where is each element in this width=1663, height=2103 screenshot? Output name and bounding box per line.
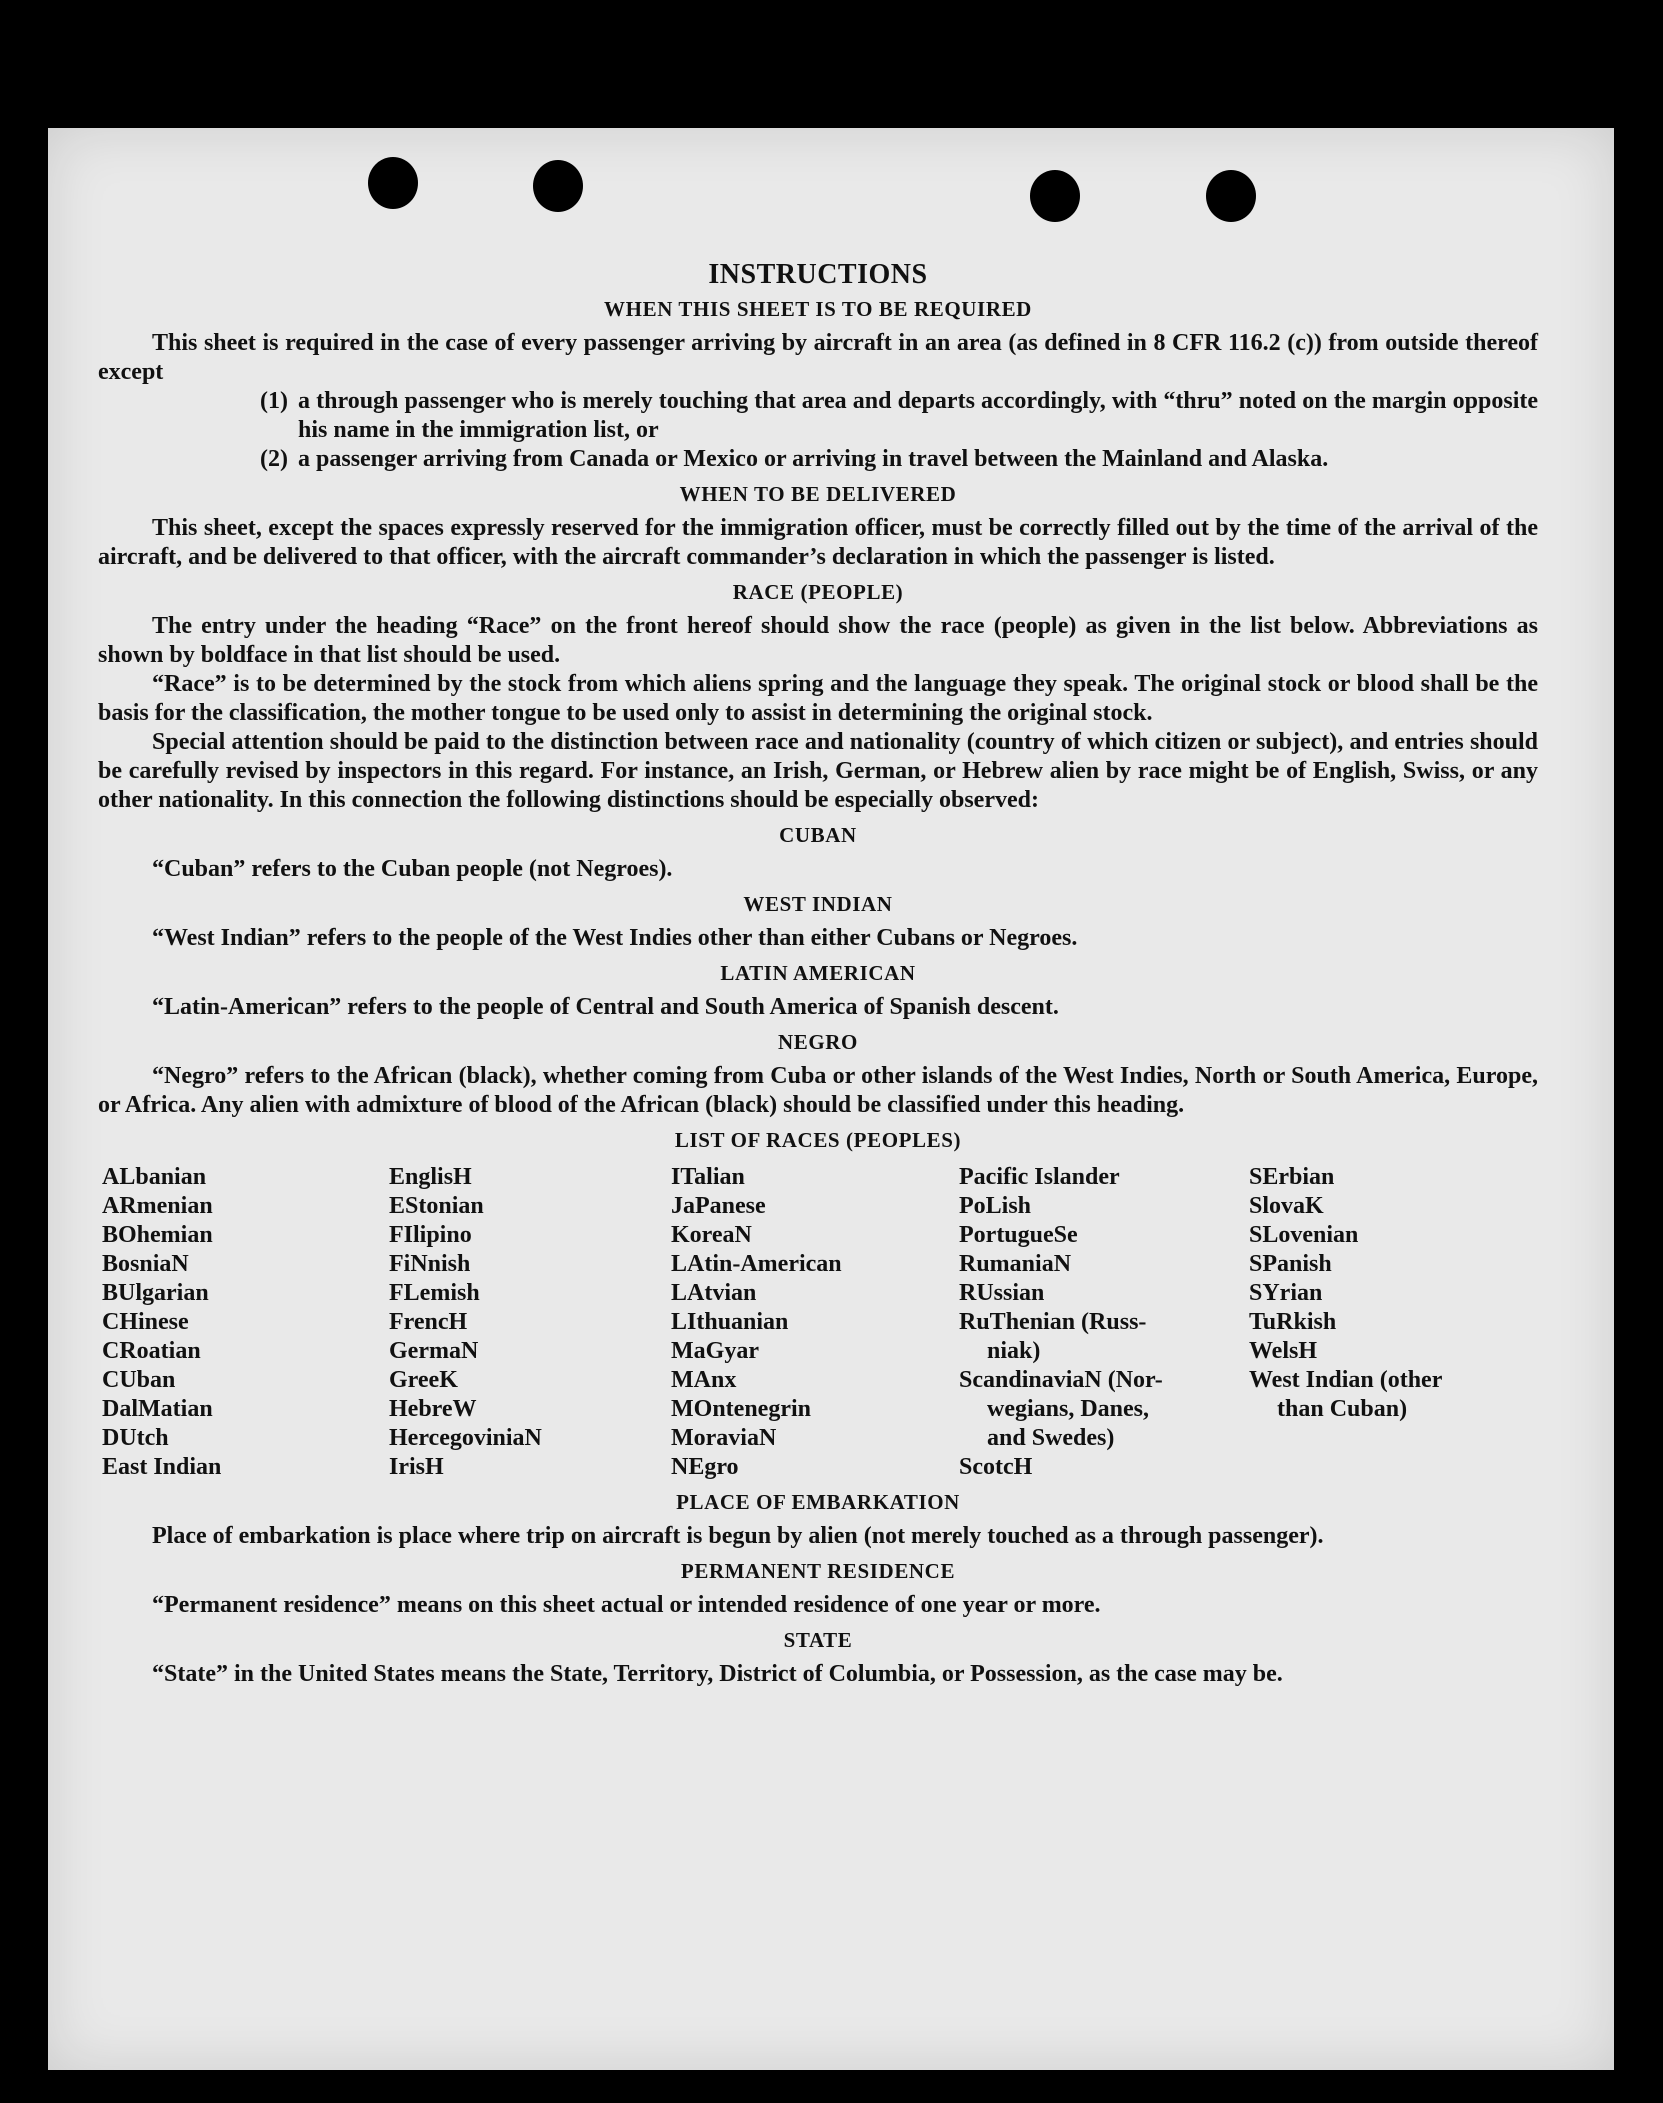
race-item: LAtvian: [671, 1280, 757, 1306]
race-item: FLemish: [389, 1280, 480, 1306]
required-intro: This sheet is required in the case of every passenger arriving by aircraft in an area (as defined in 8 CFR 116.2 (c)) from outside thereof except: [98, 330, 1538, 385]
race-item: RUssian: [959, 1280, 1045, 1306]
race-item: SPanish: [1249, 1251, 1332, 1277]
punch-hole: [1206, 170, 1256, 222]
state-text: “State” in the United States means the State, Territory, District of Columbia, or Possession, as the case may be.: [152, 1661, 1283, 1687]
race-item: ALbanian: [102, 1164, 207, 1190]
race-item: IrisH: [389, 1454, 444, 1480]
race-item: wegians, Danes,: [987, 1396, 1150, 1422]
section-heading-required: WHEN THIS SHEET IS TO BE REQUIRED: [604, 297, 1032, 321]
race-item: SlovaK: [1249, 1193, 1324, 1219]
race-item: PoLish: [959, 1193, 1032, 1219]
race-item: RumaniaN: [959, 1251, 1072, 1277]
race-item: FrencH: [389, 1309, 468, 1335]
race-item: West Indian (other: [1249, 1367, 1443, 1393]
race-item: WelsH: [1249, 1338, 1318, 1364]
race-item: HebreW: [389, 1396, 477, 1422]
punch-hole: [533, 160, 583, 212]
instructions-body: [98, 256, 1538, 1689]
race-item: TuRkish: [1249, 1309, 1337, 1335]
section-heading-embarkation: PLACE OF EMBARKATION: [676, 1490, 960, 1514]
race-item: and Swedes): [987, 1425, 1115, 1451]
race-item: CRoatian: [102, 1338, 201, 1364]
required-item-1: (1) a through passenger who is merely touching that area and departs accordingly, with “thru” noted on the margin opposite his name in the immigration list, or: [260, 388, 1538, 443]
race-item: PortugueSe: [959, 1222, 1078, 1248]
section-heading-list-of-races: LIST OF RACES (PEOPLES): [674, 1128, 962, 1152]
race-item: FiNnish: [389, 1251, 471, 1277]
race-item: BUlgarian: [102, 1280, 209, 1306]
race-item: ScotcH: [959, 1454, 1033, 1480]
race-column: [959, 1163, 1249, 1482]
race-item: LAtin-American: [671, 1251, 842, 1277]
race-column: [671, 1163, 959, 1482]
race-column: [102, 1163, 389, 1482]
race-item: DUtch: [102, 1425, 169, 1451]
race-item: BOhemian: [102, 1222, 213, 1248]
race-item: GreeK: [389, 1367, 458, 1393]
race-item: EStonian: [389, 1193, 484, 1219]
race-item: FIlipino: [389, 1222, 472, 1248]
required-item-2: (2) a passenger arriving from Canada or Mexico or arriving in travel between the Mainland and Alaska.: [260, 446, 1329, 472]
cuban-text: “Cuban” refers to the Cuban people (not Negroes).: [152, 856, 673, 882]
document-page: [48, 128, 1614, 2070]
race-item: LIthuanian: [671, 1309, 789, 1335]
section-heading-state: STATE: [783, 1628, 853, 1652]
race-item: East Indian: [102, 1454, 222, 1480]
section-heading-race: RACE (PEOPLE): [732, 580, 904, 604]
race-item: JaPanese: [671, 1193, 766, 1219]
section-heading-latin-american: LATIN AMERICAN: [720, 961, 916, 985]
race-item: MOntenegrin: [671, 1396, 811, 1422]
punch-hole: [1030, 170, 1080, 222]
race-item: ScandinaviaN (Nor-: [959, 1367, 1163, 1393]
race-item: SErbian: [1249, 1164, 1335, 1190]
race-item: than Cuban): [1277, 1396, 1408, 1422]
race-item: GermaN: [389, 1338, 479, 1364]
race-paragraph: “Race” is to be determined by the stock from which aliens spring and the language they speak. The original stock or blood shall be the basis for the classification, the mother tongue to be used only to assist in determining the original stock.: [98, 671, 1538, 726]
section-heading-west-indian: WEST INDIAN: [743, 892, 893, 916]
page-title: INSTRUCTIONS: [708, 259, 928, 290]
race-item: DalMatian: [102, 1396, 213, 1422]
section-heading-negro: NEGRO: [777, 1030, 858, 1054]
section-heading-residence: PERMANENT RESIDENCE: [680, 1559, 956, 1583]
race-item: Pacific Islander: [959, 1164, 1120, 1190]
race-item: KoreaN: [671, 1222, 752, 1248]
race-paragraph: The entry under the heading “Race” on the front hereof should show the race (people) as given in the list below. Abbreviations as shown by boldface in that list should be used.: [98, 613, 1538, 668]
negro-text: “Negro” refers to the African (black), whether coming from Cuba or other islands of the West Indies, North or South America, Europe, or Africa. Any alien with admixture of blood of the African (black) should be classified under this heading.: [98, 1063, 1538, 1118]
race-list: [102, 1163, 1538, 1482]
race-item: niak): [987, 1338, 1041, 1364]
delivered-text: This sheet, except the spaces expressly reserved for the immigration officer, must be correctly filled out by the time of the arrival of the aircraft, and be delivered to that officer, with the aircraft commander’s declaration in which the passenger is listed.: [98, 515, 1538, 570]
race-item: RuThenian (Russ-: [959, 1309, 1147, 1335]
race-item: MAnx: [671, 1367, 737, 1393]
race-paragraph: Special attention should be paid to the distinction between race and nationality (country of which citizen or subject), and entries should be carefully revised by inspectors in this regard. For instance, an Irish, German, or Hebrew alien by race might be of English, Swiss, or any other nationality. In this connection the following distinctions should be especially observed:: [98, 729, 1538, 813]
section-heading-cuban: CUBAN: [779, 823, 857, 847]
race-column: [389, 1163, 671, 1482]
race-item: MaGyar: [671, 1338, 759, 1364]
race-item: SYrian: [1249, 1280, 1323, 1306]
race-item: BosniaN: [102, 1251, 189, 1277]
west-indian-text: “West Indian” refers to the people of the West Indies other than either Cubans or Negroes.: [152, 925, 1078, 951]
punch-hole: [368, 157, 418, 209]
race-item: CHinese: [102, 1309, 189, 1335]
race-item: SLovenian: [1249, 1222, 1359, 1248]
race-item: ITalian: [671, 1164, 745, 1190]
race-item: CUban: [102, 1367, 176, 1393]
latin-american-text: “Latin-American” refers to the people of Central and South America of Spanish descent.: [152, 994, 1059, 1020]
race-item: MoraviaN: [671, 1425, 777, 1451]
race-item: NEgro: [671, 1454, 739, 1480]
race-item: EnglisH: [389, 1164, 472, 1190]
race-column: [1249, 1163, 1509, 1482]
race-item: HercegoviniaN: [389, 1425, 542, 1451]
embarkation-text: Place of embarkation is place where trip on aircraft is begun by alien (not merely touched as a through passenger).: [152, 1523, 1324, 1549]
residence-text: “Permanent residence” means on this sheet actual or intended residence of one year or more.: [152, 1592, 1101, 1618]
section-heading-delivered: WHEN TO BE DELIVERED: [679, 482, 957, 506]
race-item: ARmenian: [102, 1193, 213, 1219]
